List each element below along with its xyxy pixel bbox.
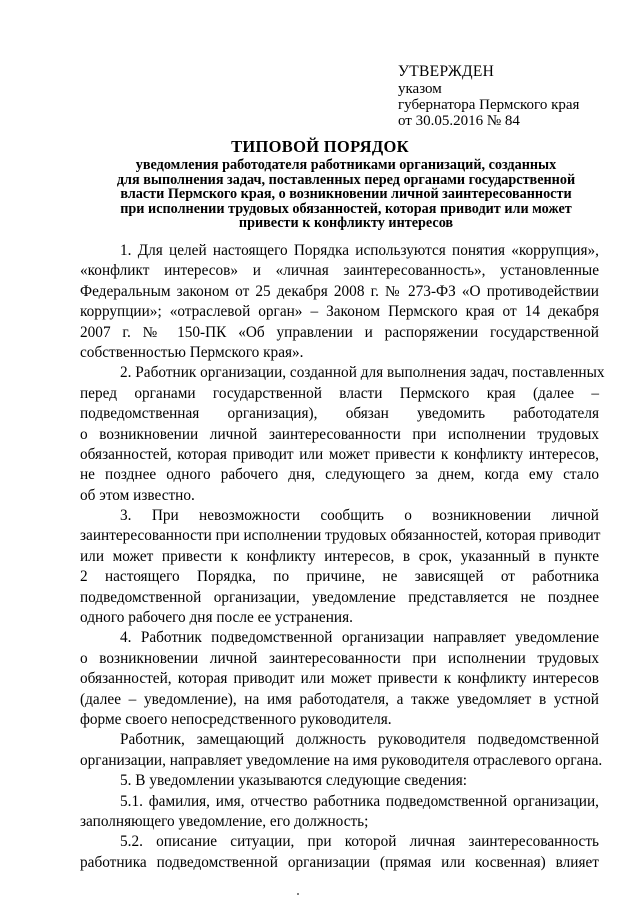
paragraph-line: Федеральным законом от 25 декабря 2008 г. № 273-ФЗ «О противодействии [80, 282, 599, 300]
paragraph-line: 5.2. описание ситуации, при которой личная заинтересованность [120, 833, 599, 851]
paragraph-line: работника подведомственной организации (прямая или косвенная) влияет [80, 853, 599, 871]
paragraph-line: собственностью Пермского края». [80, 343, 304, 361]
paragraph-line: о возникновении личной заинтересованности при исполнении трудовых [80, 649, 599, 667]
paragraph-line: 2. Работник организации, созданной для выполнения задач, поставленных [120, 364, 605, 382]
paragraph-line: «конфликт интересов» и «личная заинтересованность», установленные [80, 262, 599, 280]
paragraph-line: об этом известно. [80, 486, 195, 504]
paragraph-line: одного рабочего дня после ее устранения. [80, 609, 353, 627]
subtitle-line: уведомления работодателя работниками организаций, созданных [135, 157, 557, 173]
paragraph-line: не позднее одного рабочего дня, следующего за днем, когда ему стало [80, 466, 599, 484]
paragraph-line: подведомственная организация), обязан уведомить работодателя [80, 405, 599, 423]
paragraph [80, 792, 599, 833]
paragraph [80, 730, 603, 771]
paragraph [80, 363, 605, 506]
approval-title: УТВЕРЖДЕН [398, 63, 495, 80]
paragraph-line: обязанностей, которая приводит или может привести к конфликту интересов, [80, 445, 599, 463]
paragraph [80, 771, 599, 791]
paragraph-line: 5. В уведомлении указываются следующие сведения: [120, 772, 468, 790]
document-title: ТИПОВОЙ ПОРЯДОК [231, 137, 409, 156]
paragraph-line: организации, направляет уведомление на имя руководителя отраслевого органа. [80, 751, 603, 769]
paragraph [80, 241, 599, 363]
document-subtitle [80, 158, 612, 231]
scan-speck [297, 893, 299, 895]
subtitle-line: для выполнения задач, поставленных перед органами государственной [116, 171, 576, 188]
approval-decree-line: указом [398, 81, 442, 97]
paragraph-line: Работник, замещающий должность руководителя подведомственной [120, 731, 599, 749]
paragraph [80, 832, 599, 873]
paragraph-line: (далее – уведомление), на имя работодателя, а также уведомляет в устной [80, 690, 599, 708]
subtitle-line: при исполнении трудовых обязанностей, которая приводит или может [120, 200, 572, 217]
paragraph-line: заинтересованности при исполнении трудовых обязанностей, которая приводит [80, 527, 601, 545]
approval-date-line: от 30.05.2016 № 84 [398, 113, 520, 129]
approval-stamp [398, 63, 628, 129]
paragraph [80, 628, 599, 730]
paragraph-line: 1. Для целей настоящего Порядка используются понятия «коррупция», [120, 242, 599, 259]
paragraph-line: или может привести к конфликту интересов, в срок, указанный в пункте [80, 547, 599, 565]
paragraph-line: 2 настоящего Порядка, по причине, не зависящей от работника [80, 568, 599, 586]
paragraph-line: заполняющего уведомление, его должность; [80, 812, 369, 830]
paragraph-line: 5.1. фамилия, имя, отчество работника подведомственной организации, [120, 792, 599, 810]
paragraph-line: обязанностей, которая приводит или может привести к конфликту интересов [80, 670, 599, 688]
paragraph-line: коррупции»; «отраслевой орган» – Законом Пермского края от 14 декабря [80, 303, 599, 321]
paragraph-line: о возникновении личной заинтересованности при исполнении трудовых [80, 425, 599, 443]
paragraph-line: 3. При невозможности сообщить о возникновении личной [120, 507, 599, 525]
paragraph-line: перед органами государственной власти Пермского края (далее – [80, 384, 599, 402]
approval-governor-line: губернатора Пермского края [398, 97, 580, 113]
paragraph [80, 506, 599, 628]
subtitle-line: власти Пермского края, о возникновении личной заинтересованности [120, 186, 572, 202]
paragraph-line: 2007 г. № 150-ПК «Об управлении и распоряжении государственной [80, 323, 599, 341]
subtitle-line: привести к конфликту интересов [238, 215, 454, 231]
paragraph-line: форме своего непосредственного руководителя. [80, 710, 392, 728]
paragraph-line: подведомственной организации, уведомление представляется не позднее [80, 588, 599, 606]
document-body [80, 241, 605, 873]
paragraph-line: 4. Работник подведомственной организации направляет уведомление [120, 629, 599, 647]
